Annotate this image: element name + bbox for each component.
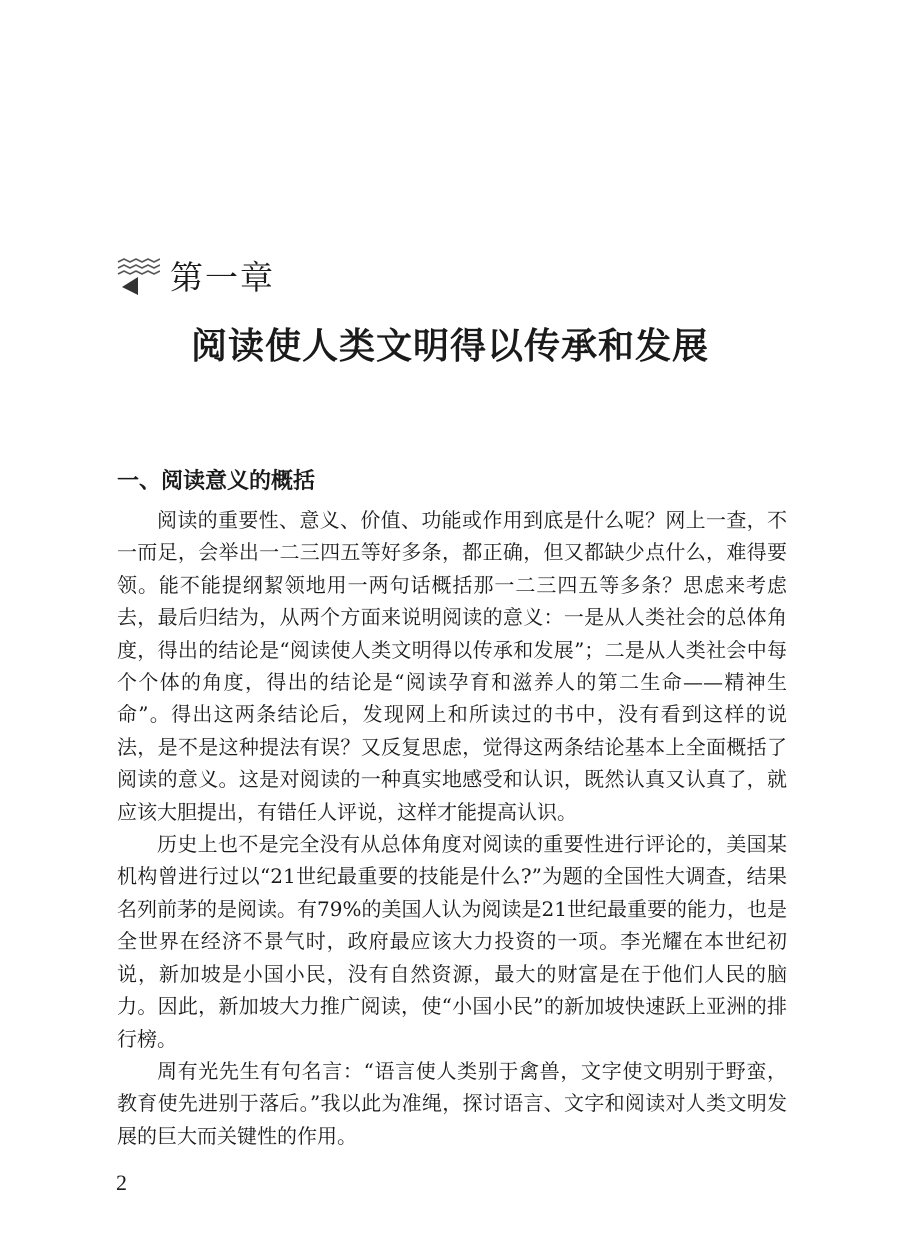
chapter-label: 第一章 (170, 258, 275, 297)
chapter-ornament-icon (116, 257, 160, 295)
chapter-title: 阅读使人类文明得以传承和发展 (190, 326, 709, 367)
paragraph: 历史上也不是完全没有从总体角度对阅读的重要性进行评论的，美国某机构曾进行过以“21世纪最重要的技能是什么?”为题的全国性大调查，结果名列前茅的是阅读。有79%的美国人认为阅读是21世纪最重要的能力，也是全世界在经济不景气时，政府最应该大力投资的一项。李光耀在本世纪初说，新加坡是小国小民，没有自然资源，最大的财富是在于他们人民的脑力。因此，新加坡大力推广阅读，使“小国小民”的新加坡快速跃上亚洲的排行榜。 (117, 832, 787, 1051)
page-number: 2 (116, 1170, 127, 1195)
paragraph: 周有光先生有句名言：“语言使人类别于禽兽，文字使文明别于野蛮，教育使先进别于落后。”我以此为准绳，探讨语言、文字和阅读对人类文明发展的巨大而关键性的作用。 (117, 1058, 787, 1148)
body-text (117, 504, 787, 1152)
paragraph: 阅读的重要性、意义、价值、功能或作用到底是什么呢？网上一查，不一而足，会举出一二三四五等好多条，都正确，但又都缺少点什么，难得要领。能不能提纲絜领地用一两句话概括那一二三四五等多条？思虑来考虑去，最后归结为，从两个方面来说明阅读的意义：一是从人类社会的总体角度，得出的结论是“阅读使人类文明得以传承和发展”；二是从人类社会中每个个体的角度，得出的结论是“阅读孕育和滋养人的第二生命——精神生命”。得出这两条结论后，发现网上和所读过的书中，没有看到这样的说法，是不是这种提法有误？又反复思虑，觉得这两条结论基本上全面概括了阅读的意义。这是对阅读的一种真实地感受和认识，既然认真又认真了，就应该大胆提出，有错任人评说，这样才能提高认识。 (117, 508, 787, 824)
chapter-header (116, 252, 275, 299)
section-heading: 一、阅读意义的概括 (117, 469, 316, 494)
